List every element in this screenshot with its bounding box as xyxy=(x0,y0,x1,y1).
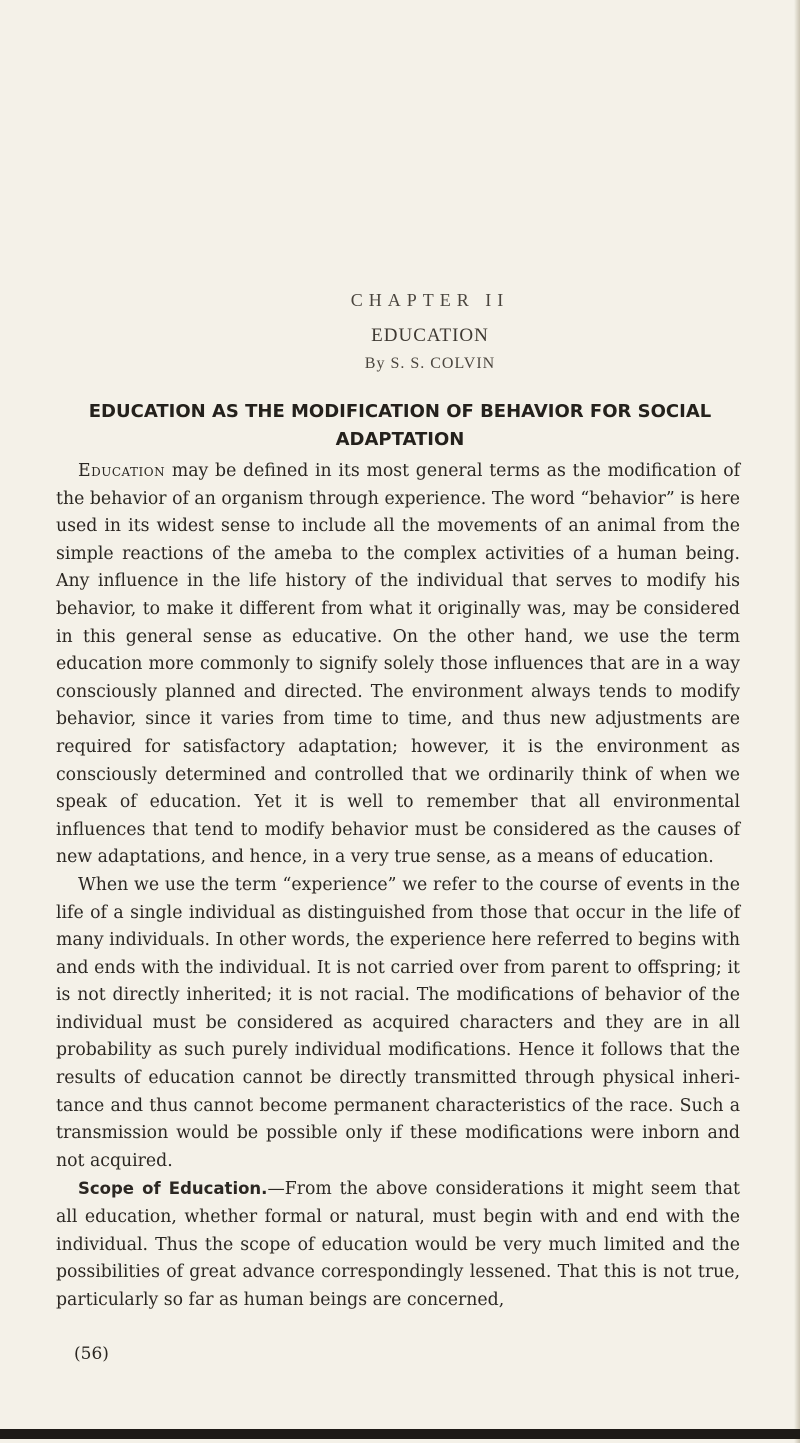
paragraph-2: When we use the term “experience” we refer to the course of events in the life of a single individual as distinguished from those that occur in the life of many individuals. In other words, the experience here referred to begins with and ends with the individual. It is not carried over from parent to offspring; it is not directly inherited; it is not racial. The modifications of behavior of the individual must be considered as acquired characters and they are in all probability as such purely individual modifications. Hence it follows that the results of education cannot be directly transmitted through physical inheritance and thus cannot become permanent characteristics of the race. Such a transmission would be possible only if these modifications were inborn and not acquired. xyxy=(56,874,740,1171)
paragraph-3-body: —From the above considerations it might seem that all education, whether formal or natural, must begin with and end with the individual. Thus the scope of education would be very much limited and the possibilities of great advance correspondingly lessened. That this is not true, particularly so far as human beings are concerned, xyxy=(56,1179,740,1310)
paragraph-3 xyxy=(56,1175,740,1314)
page-edge-shadow xyxy=(794,0,800,1443)
author-byline: By S. S. COLVIN xyxy=(364,355,496,372)
paragraph-1-body: may be defined in its most general terms as the modification of the behavior of an organism through experience. The word “behavior” is here used in its widest sense to include all the movements of an animal from the simple reactions of the ameba to the complex activities of a human being. Any influence in the life history of the individual that serves to modify his behavior, to make it different from what it originally was, may be considered in this general sense as educative. On the other hand, we use the term education more commonly to signify solely those influences that are in a way consciously planned and directed. The environment always tends to modify behavior, since it varies from time to time, and thus new adjustments are required for satisfactory adaptation; however, it is the environment as consciously determined and controlled that we ordinarily think of when we speak of education. Yet it is well to remember that all environmental influences that tend to modify behavior must be considered as the causes of new adaptations, and hence, in a very true sense, as a means of education. xyxy=(56,461,740,868)
paragraph-1 xyxy=(56,458,740,872)
paragraph-1-lead: Education xyxy=(78,461,166,481)
chapter-header xyxy=(0,290,800,373)
body-text xyxy=(56,458,740,1314)
page-number: (56) xyxy=(74,1344,109,1364)
bottom-scan-edge xyxy=(0,1429,800,1439)
chapter-label: CHAPTER II xyxy=(350,290,510,310)
paragraph-3-run-in-heading: Scope of Education. xyxy=(78,1179,268,1199)
chapter-title: EDUCATION xyxy=(371,325,489,346)
section-heading: EDUCATION AS THE MODIFICATION OF BEHAVIOR FOR SOCIAL ADAPTATION xyxy=(88,401,712,450)
